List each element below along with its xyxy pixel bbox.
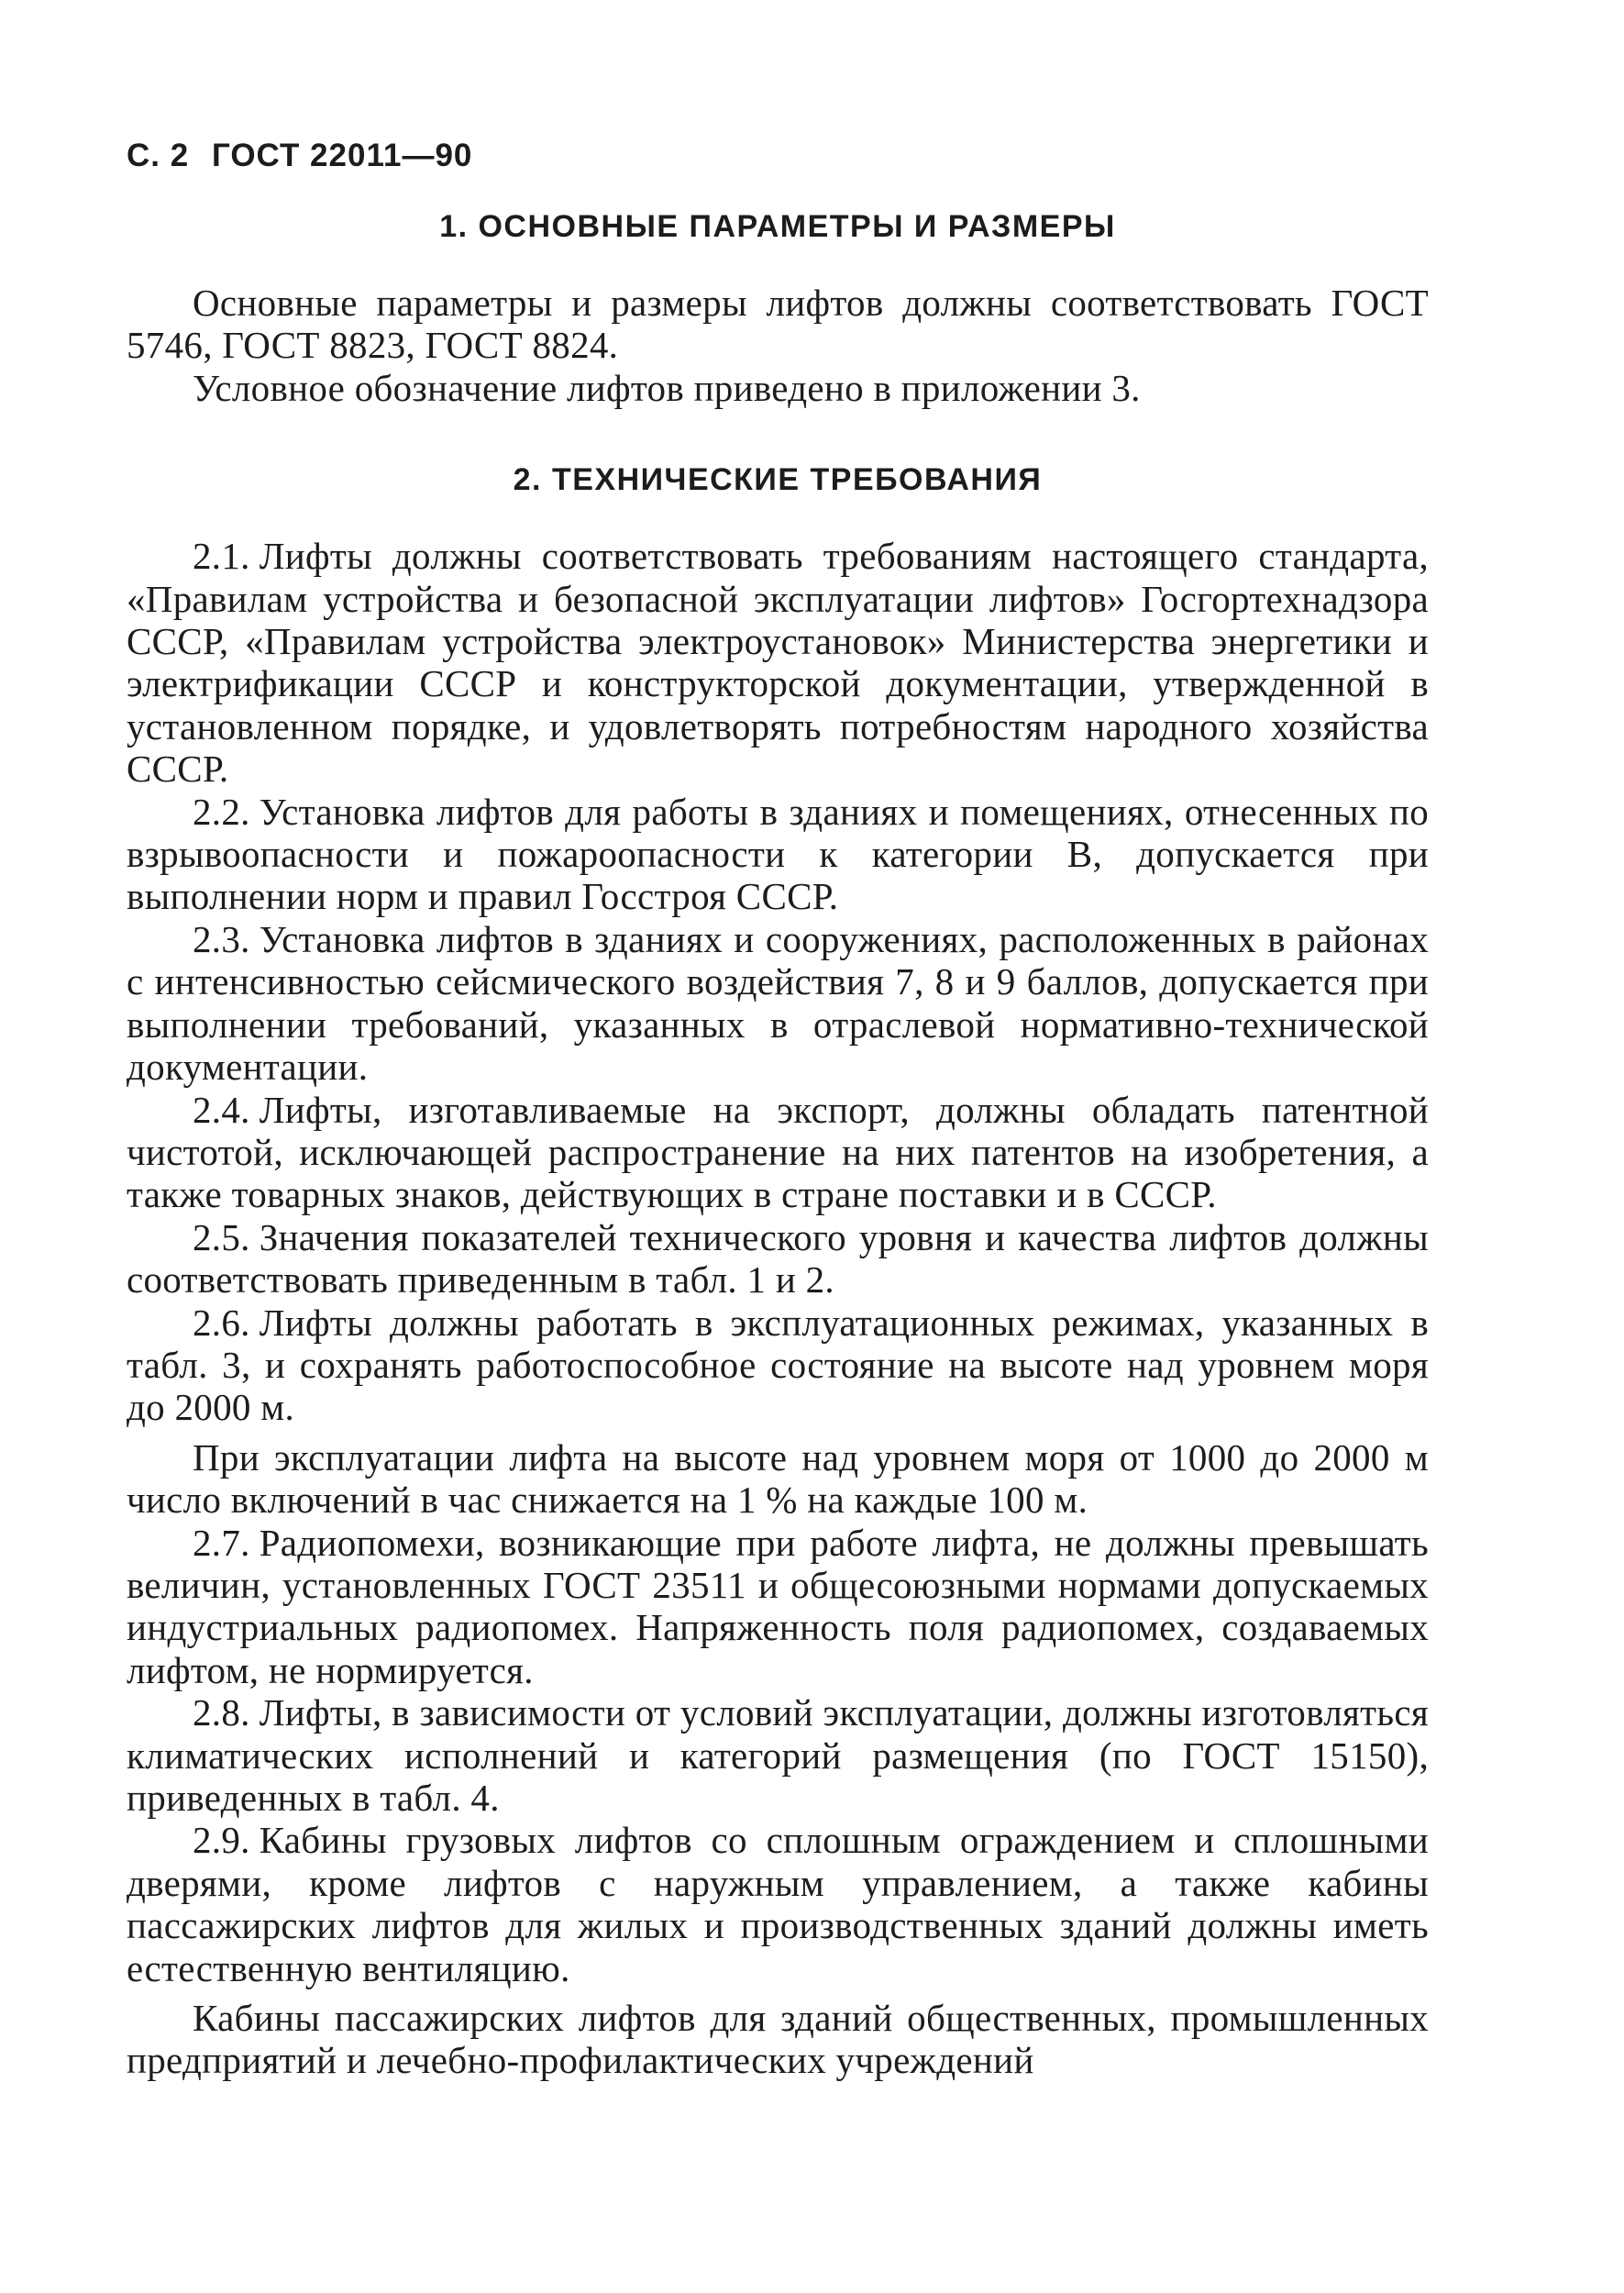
- page-header: [127, 138, 1429, 174]
- page-label: С. 2: [127, 138, 190, 173]
- clause-2-6: [127, 1302, 1429, 1429]
- clause-2-9: [127, 1819, 1429, 1989]
- clause-text: Значения показателей технического уровня и качества лифтов должны соответствовать приведенным в табл. 1 и 2.: [127, 1215, 1429, 1302]
- section-title-2: 2. ТЕХНИЧЕСКИЕ ТРЕБОВАНИЯ: [513, 462, 1043, 498]
- clause-text: Радиопомехи, возникающие при работе лифта, не должны превышать величин, установленных ГОСТ 23511 и общесоюзными нормами допускаемых индустриальных радиопомех. Напряженность поля радиопомех, создаваемых лифтом, не нормируется.: [127, 1521, 1429, 1691]
- clause-number: 2.5.: [193, 1215, 250, 1258]
- clause-2-1: [127, 535, 1429, 790]
- clause-number: 2.3.: [193, 917, 250, 960]
- clause-text: Лифты должны работать в эксплуатационных режимах, указанных в табл. 3, и сохранять работоспособное состояние на высоте над уровнем моря до 2000 м.: [127, 1301, 1429, 1429]
- clause-number: 2.9.: [193, 1819, 250, 1862]
- clause-2-5: [127, 1216, 1429, 1302]
- clause-2-7: [127, 1522, 1429, 1692]
- section-title-1: 1. ОСНОВНЫЕ ПАРАМЕТРЫ И РАЗМЕРЫ: [439, 209, 1116, 244]
- clause-text: Установка лифтов для работы в зданиях и помещениях, отнесенных по взрывоопасности и пожароопасности к категории В, допускается при выполнении норм и правил Госстроя СССР.: [127, 790, 1429, 918]
- clause-number: 2.8.: [193, 1691, 250, 1734]
- clause-text: Установка лифтов в зданиях и сооружениях, расположенных в районах с интенсивностью сейсмического воздействия 7, 8 и 9 баллов, допускается при выполнении требований, указанных в отраслевой нормативно-технической документации.: [127, 917, 1429, 1089]
- clause-text: При эксплуатации лифта на высоте над уровнем моря от 1000 до 2000 м число включений в час снижается на 1 % на каждые 100 м.: [127, 1435, 1429, 1522]
- clause-text: Кабины грузовых лифтов со сплошным ограждением и сплошными дверями, кроме лифтов с наружным управлением, а также кабины пассажирских лифтов для жилых и производственных зданий должны иметь естественную вентиляцию.: [127, 1819, 1429, 1989]
- clause-2-9-continuation: [127, 1997, 1429, 2082]
- clause-number: 2.6.: [193, 1301, 250, 1344]
- standard-number: ГОСТ 22011—90: [211, 138, 473, 173]
- clause-2-3: [127, 918, 1429, 1089]
- clause-2-8: [127, 1691, 1429, 1819]
- document-page: [127, 138, 1429, 2082]
- clause-text: Кабины пассажирских лифтов для зданий общественных, промышленных предприятий и лечебно-профилактических учреждений: [127, 1997, 1429, 2082]
- clause-text: Лифты должны соответствовать требованиям настоящего стандарта, «Правилам устройства и безопасной эксплуатации лифтов» Госгортехнадзора СССР, «Правилам устройства электроустановок» Министерства энергетики и электрификации СССР и конструкторской документации, утвержденной в установленном порядке, и удовлетворять потребностям народного хозяйства СССР.: [127, 535, 1429, 791]
- clause-number: 2.7.: [193, 1521, 250, 1564]
- clause-text: Лифты, изготавливаемые на экспорт, должны обладать патентной чистотой, исключающей распространение на них патентов на изобретения, а также товарных знаков, действующих в стране поставки и в СССР.: [127, 1088, 1429, 1216]
- clause-2-6-continuation: [127, 1436, 1429, 1522]
- clause-number: 2.2.: [193, 790, 250, 833]
- clause-text: Лифты, в зависимости от условий эксплуатации, должны изготовляться климатических исполнений и категорий размещения (по ГОСТ 15150), приведенных в табл. 4.: [127, 1691, 1429, 1819]
- clause-2-4: [127, 1089, 1429, 1216]
- clause-number: 2.1.: [193, 535, 250, 578]
- paragraph: Условное обозначение лифтов приведено в приложении 3.: [193, 366, 1141, 409]
- paragraph: Основные параметры и размеры лифтов должны соответствовать ГОСТ 5746, ГОСТ 8823, ГОСТ 8824.: [127, 282, 1429, 367]
- clause-number: 2.4.: [193, 1088, 250, 1131]
- clause-2-2: [127, 791, 1429, 918]
